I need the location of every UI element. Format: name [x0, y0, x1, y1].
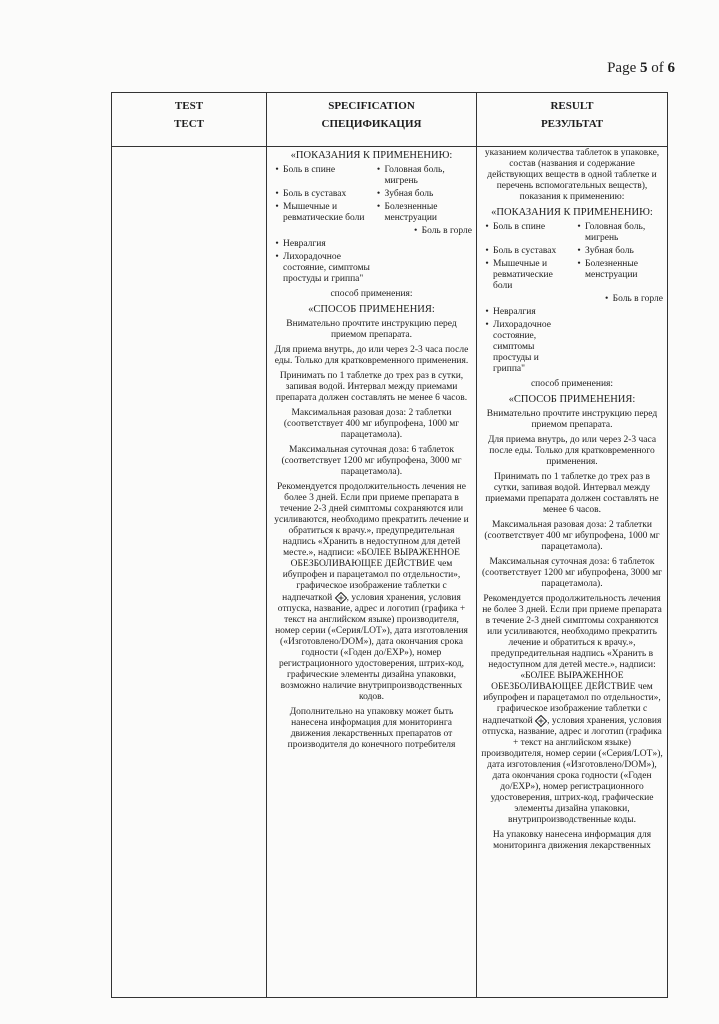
header-spec-ru: СПЕЦИФИКАЦИЯ — [321, 118, 422, 130]
bullet-icon: • — [275, 165, 279, 175]
list-item — [481, 246, 571, 257]
result-ind-i: Лихорадочное состояние, симптомы простуды и гриппа" — [493, 320, 551, 374]
page-sep: of — [647, 60, 668, 76]
spec-ind-b: Головная боль, мигрень — [384, 165, 445, 186]
bullet-icon: • — [376, 202, 381, 212]
page-number — [607, 60, 675, 77]
result-paragraph-1: Внимательно прочтите инструкцию перед приемом препарата. — [486, 409, 658, 430]
spec-paragraph-6a: Рекомендуется продолжительность лечения не более 3 дней. Если при приеме препарата в течение 2-3 дней симптомы сохраняются или усиливаются, необходимо прекратить лечение и обратиться к врачу.», предупредительная надпись «Хранить в недоступном для детей месте.», надписи: «БОЛЕЕ ВЫРАЖЕННОЕ ОБЕЗБОЛИВАЮЩЕЕ ДЕЙСТВИЕ чем ибупрофен и парацетамол по отдельности», графическое изображение таблетки с надпечаткой — [274, 482, 469, 604]
spec-indications-heading: «ПОКАЗАНИЯ К ПРИМЕНЕНИЮ: — [290, 150, 453, 161]
header-result-en: RESULT — [550, 100, 594, 112]
header-test-en: TEST — [174, 100, 204, 112]
bullet-icon: • — [485, 222, 489, 232]
result-ind-h: Невралгия — [493, 307, 536, 317]
list-item — [271, 189, 371, 200]
spec-paragraph-4: Максимальная разовая доза: 2 таблетки (соответствует 400 мг ибупрофена, 1000 мг парацетамола). — [283, 408, 460, 440]
spec-paragraph-5: Максимальная суточная доза: 6 таблеток (соответствует 1200 мг ибупрофена, 3000 мг парацетамола). — [281, 445, 462, 477]
bullet-icon: • — [376, 189, 381, 199]
result-method-heading: «СПОСОБ ПРИМЕНЕНИЯ: — [508, 394, 636, 405]
result-indications-list — [481, 222, 663, 375]
bullet-icon: • — [577, 259, 581, 269]
header-test-ru: ТЕСТ — [174, 118, 204, 130]
result-method-intro: способ применения: — [530, 379, 614, 389]
bullet-icon: • — [275, 239, 279, 249]
list-item — [373, 226, 473, 237]
header-row — [112, 93, 668, 147]
list-item — [271, 202, 371, 224]
list-item — [573, 222, 663, 244]
bullet-icon: • — [485, 320, 489, 330]
page-total: 6 — [667, 60, 675, 76]
list-item — [481, 320, 571, 375]
spec-ind-a: Боль в спине — [283, 165, 336, 175]
bullet-icon: • — [376, 165, 381, 175]
page-prefix: Page — [607, 60, 640, 76]
specification-cell — [267, 147, 477, 998]
bullet-icon: • — [485, 246, 489, 256]
spec-method-heading: «СПОСОБ ПРИМЕНЕНИЯ: — [308, 304, 435, 315]
list-item — [573, 246, 663, 257]
header-specification — [267, 93, 477, 147]
page-current: 5 — [640, 60, 648, 76]
result-paragraph-6b: , условия хранения, условия отпуска, название, адрес и логотип (графика + текст на английском языке) производителя, номер серии («Серия/LOT»), дата изготовления («Изготовлено/DOM»), дата окончания срока годности («Годен до/EXP»), номер регистрационного удостоверения, штрих-код, графические элементы дизайна упаковки, внутрипроизводственные коды. — [481, 716, 663, 826]
bullet-icon: • — [275, 252, 279, 262]
result-paragraph-2: Для приема внутрь, до или через 2-3 часа после еды. Только для кратковременного применения. — [487, 435, 657, 467]
spec-paragraph-7: Дополнительно на упаковку может быть нанесена информация для мониторинга движения лекарственных препаратов от производителя до конечного потребителя — [287, 707, 456, 751]
bullet-icon: • — [604, 294, 609, 304]
list-item — [481, 222, 571, 244]
specification-table — [111, 92, 668, 998]
test-cell — [112, 147, 267, 998]
spec-indications-list — [271, 165, 472, 285]
spec-paragraph-1: Внимательно прочтите инструкцию перед приемом препарата. — [286, 319, 457, 340]
bullet-icon: • — [275, 189, 279, 199]
list-item — [373, 165, 473, 187]
list-item — [573, 259, 663, 292]
result-paragraph-5: Максимальная суточная доза: 6 таблеток (соответствует 1200 мг ибупрофена, 3000 мг парацетамола). — [482, 557, 662, 589]
spec-method-intro: способ применения: — [330, 289, 413, 299]
bullet-icon: • — [577, 222, 581, 232]
result-ind-g: Боль в горле — [612, 294, 663, 304]
result-ind-f: Болезненные менструации — [585, 259, 638, 280]
spec-ind-c: Боль в суставах — [283, 189, 347, 199]
tablet-icon — [335, 592, 347, 604]
list-item — [271, 165, 371, 187]
bullet-icon: • — [577, 246, 581, 256]
result-paragraph-6a: Рекомендуется продолжительность лечения не более 3 дней. Если при приеме препарата в течение 2-3 дней симптомы сохраняются или усиливаются, необходимо прекратить лечение и обратиться к врачу.», предупредительная надпись «Хранить в недоступном для детей месте.», надписи: «БОЛЕЕ ВЫРАЖЕННОЕ ОБЕЗБОЛИВАЮЩЕЕ ДЕЙСТВИЕ чем ибупрофен и парацетамол по отдельности», графическое изображение таблетки с надпечаткой — [482, 594, 662, 727]
spec-paragraph-6 — [271, 482, 472, 703]
spec-ind-i: Лихорадочное состояние, симптомы простуды и гриппа" — [283, 252, 370, 284]
list-item — [573, 294, 663, 305]
list-item — [373, 202, 473, 224]
result-paragraph-0: указанием количества таблеток в упаковке, состав (названия и содержание действующих веществ в одной таблетке и перечень вспомогательных веществ), показания к применению: — [484, 148, 660, 202]
list-item — [373, 189, 473, 200]
result-ind-b: Головная боль, мигрень — [585, 222, 646, 243]
header-spec-en: SPECIFICATION — [328, 100, 415, 112]
bullet-icon: • — [413, 226, 418, 236]
result-ind-a: Боль в спине — [493, 222, 546, 232]
result-paragraph-3: Принимать по 1 таблетке до трех раз в сутки, запивая водой. Интервал между приемами препарата должен составлять не менее 6 часов. — [485, 472, 659, 515]
spec-paragraph-6b: , условия хранения, условия отпуска, название, адрес и логотип (графика + текст на английском языке) производителя, номер серии («Серия/LOT»), дата изготовления («Изготовлено/DOM»), дата окончания срока годности («Годен до/EXP»), номер регистрационного удостоверения, штрих-код, графические элементы дизайна упаковки, возможно наличие внутрипроизводственных кодов. — [275, 593, 468, 703]
result-ind-e: Мышечные и ревматические боли — [493, 259, 553, 291]
list-item — [271, 239, 371, 250]
spec-paragraph-3: Принимать по 1 таблетке до трех раз в сутки, запивая водой. Интервал между приемами препарата должен составлять не менее 6 часов. — [275, 371, 468, 403]
bullet-icon: • — [275, 202, 279, 212]
result-cell — [477, 147, 668, 998]
result-ind-c: Боль в суставах — [493, 246, 557, 256]
header-test — [112, 93, 267, 147]
spec-ind-d: Зубная боль — [384, 189, 434, 199]
spec-paragraph-2: Для приема внутрь, до или через 2-3 часа после еды. Только для кратковременного применения. — [274, 345, 469, 366]
bullet-icon: • — [485, 307, 489, 317]
result-paragraph-7: На упаковку нанесена информация для мониторинга движения лекарственных — [492, 830, 652, 852]
result-paragraph-6 — [481, 594, 663, 826]
tablet-icon — [535, 715, 547, 727]
content-row — [112, 147, 668, 998]
spec-ind-e: Мышечные и ревматические боли — [283, 202, 365, 223]
spec-ind-f: Болезненные менструации — [384, 202, 438, 223]
header-result-ru: РЕЗУЛЬТАТ — [540, 118, 604, 130]
list-item — [481, 259, 571, 292]
list-item — [481, 307, 571, 318]
list-item — [271, 252, 371, 285]
spec-ind-h: Невралгия — [283, 239, 326, 249]
result-paragraph-4: Максимальная разовая доза: 2 таблетки (соответствует 400 мг ибупрофена, 1000 мг парацетамола). — [484, 520, 660, 552]
result-indications-heading: «ПОКАЗАНИЯ К ПРИМЕНЕНИЮ: — [491, 207, 653, 218]
result-ind-d: Зубная боль — [585, 246, 634, 256]
spec-ind-g: Боль в горле — [421, 226, 472, 236]
header-result — [477, 93, 668, 147]
bullet-icon: • — [485, 259, 489, 269]
